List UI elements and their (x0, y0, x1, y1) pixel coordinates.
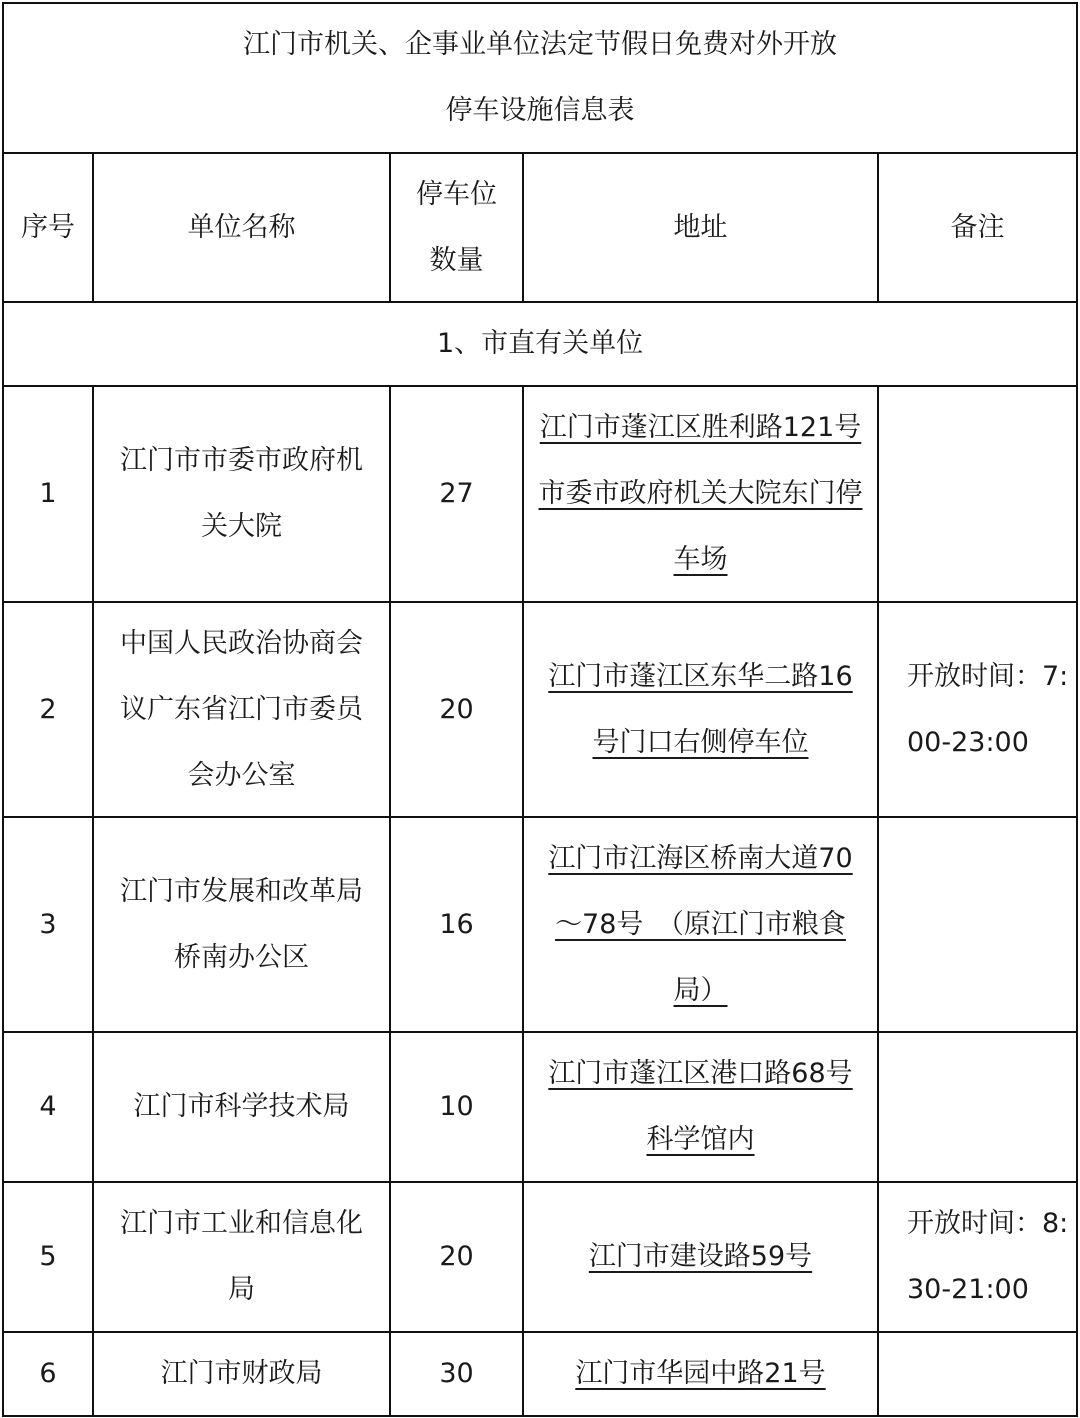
row-remark: 开放时间：8:30-21:00 (878, 1182, 1077, 1332)
row-index: 3 (3, 817, 93, 1032)
row-address (523, 386, 878, 602)
title-line-1: 江门市机关、企事业单位法定节假日免费对外开放 (243, 29, 838, 60)
title-line-2: 停车设施信息表 (445, 95, 635, 126)
row-count: 16 (390, 817, 523, 1032)
address-text: 江门市蓬江区港口路68号科学馆内 (548, 1058, 853, 1155)
row-index: 6 (3, 1332, 93, 1416)
row-unit-name: 江门市发展和改革局桥南办公区 (93, 817, 390, 1032)
table-title (3, 3, 1077, 153)
address-text: 江门市建设路59号 (588, 1241, 813, 1272)
row-remark (878, 1032, 1077, 1182)
header-name: 单位名称 (93, 153, 390, 302)
table-row (3, 1182, 1077, 1332)
row-index: 4 (3, 1032, 93, 1182)
row-count: 20 (390, 1182, 523, 1332)
row-address (523, 1332, 878, 1416)
section-row (3, 302, 1077, 386)
address-text: 江门市蓬江区胜利路121号市委市政府机关大院东门停车场 (538, 412, 863, 575)
row-remark (878, 817, 1077, 1032)
row-address (523, 817, 878, 1032)
row-unit-name: 中国人民政治协商会议广东省江门市委员会办公室 (93, 602, 390, 817)
row-index: 1 (3, 386, 93, 602)
parking-table (2, 2, 1078, 1417)
header-remark: 备注 (878, 153, 1077, 302)
table-row (3, 386, 1077, 602)
section-heading: 1、市直有关单位 (3, 302, 1077, 386)
table-row (3, 1032, 1077, 1182)
row-remark (878, 1332, 1077, 1416)
row-index: 2 (3, 602, 93, 817)
row-remark (878, 386, 1077, 602)
row-index: 5 (3, 1182, 93, 1332)
row-address (523, 1032, 878, 1182)
row-remark: 开放时间：7:00-23:00 (878, 602, 1077, 817)
row-address (523, 1182, 878, 1332)
parking-info-sheet (0, 2, 1080, 1418)
address-text: 江门市江海区桥南大道70～78号 （原江门市粮食局） (548, 842, 853, 1006)
row-count: 27 (390, 386, 523, 602)
row-unit-name: 江门市市委市政府机关大院 (93, 386, 390, 602)
address-text: 江门市蓬江区东华二路16号门口右侧停车位 (548, 660, 853, 758)
row-count: 30 (390, 1332, 523, 1416)
header-count-line-1: 停车位 (416, 178, 497, 210)
title-row (3, 3, 1077, 153)
header-address: 地址 (523, 153, 878, 302)
row-unit-name: 江门市科学技术局 (93, 1032, 390, 1182)
row-unit-name: 江门市工业和信息化局 (93, 1182, 390, 1332)
table-row (3, 817, 1077, 1032)
header-count-line-2: 数量 (429, 244, 484, 276)
table-row (3, 602, 1077, 817)
row-address (523, 602, 878, 817)
row-count: 10 (390, 1032, 523, 1182)
row-count: 20 (390, 602, 523, 817)
address-text: 江门市华园中路21号 (575, 1358, 826, 1389)
header-index: 序号 (3, 153, 93, 302)
header-row (3, 153, 1077, 302)
header-count (390, 153, 523, 302)
row-unit-name: 江门市财政局 (93, 1332, 390, 1416)
table-row (3, 1332, 1077, 1416)
